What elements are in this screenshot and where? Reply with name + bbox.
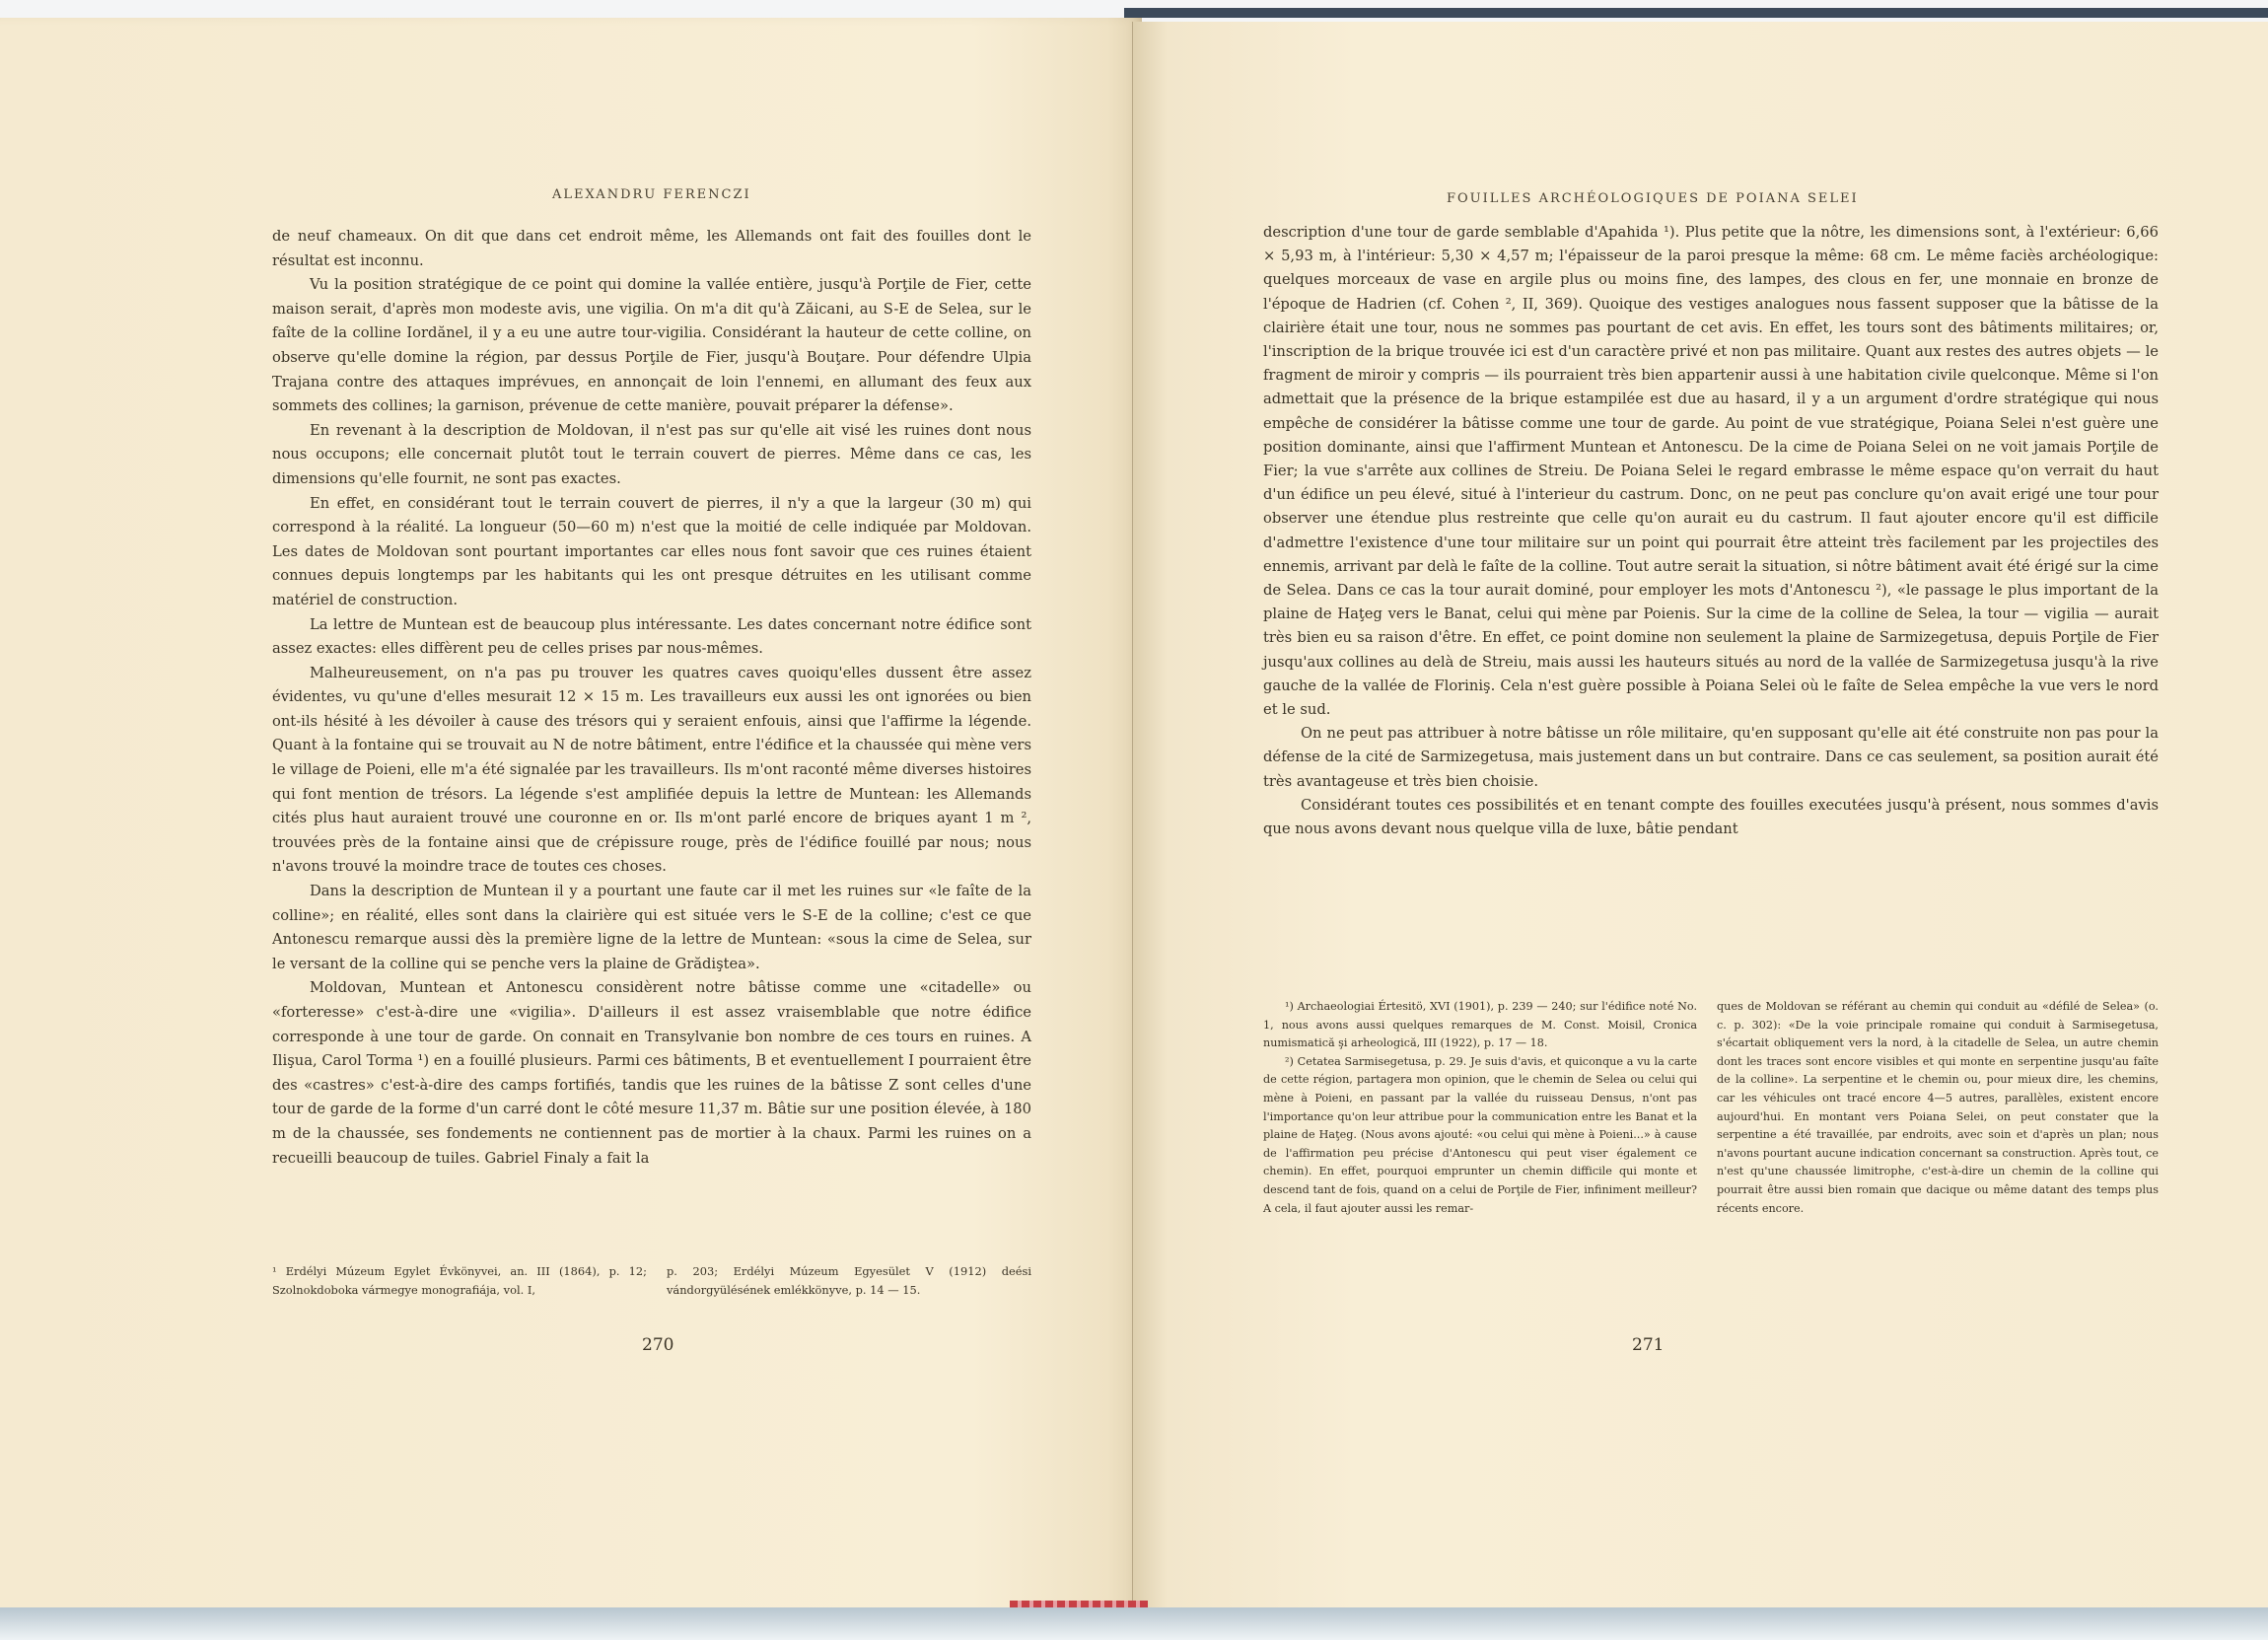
left-footnote-1a: ¹ Erdélyi Múzeum Egylet Évkönyvei, an. III (1864), p. 12; Szolnokdoboka vármegye monografiája, vol. I,	[272, 1264, 647, 1297]
right-footnote-col-2	[1717, 998, 2159, 1218]
scanner-bed-edge	[0, 1607, 2268, 1640]
left-paragraph-6: Malheureusement, on n'a pas pu trouver les quatres caves quoiqu'elles dussent être assez évidentes, vu qu'une d'elles mesurait 12 × 15 m. Les travailleurs eux aussi les ont ignorées ou bien ont-ils hésité à les dévoiler à cause des trésors qui y seraient enfouis, ainsi que l'affirme la légende. Quant à la fontaine qui se trouvait au N de notre bâtiment, entre l'édifice et la chaussée qui mène vers le village de Poieni, elle m'a été signalée par les travailleurs. Ils m'ont raconté même diverses histoires qui font mention de trésors. La légende s'est amplifiée depuis la lettre de Muntean: les Allemands cités plus haut auraient trouvé une couronne en or. Ils m'ont parlé encore de briques ayant 1 m ², trouvées près de la fontaine ainsi que de crépissure rouge, près de l'édifice fouillé par nous; nous n'avons trouvé la moindre trace de toutes ces choses.	[272, 664, 1031, 876]
right-page	[1132, 22, 2268, 1619]
right-footnote-2: ²) Cetatea Sarmisegetusa, p. 29. Je suis d'avis, et quiconque a vu la carte de cette région, partagera mon opinion, que le chemin de Selea ou celui qui mène à Poieni, en passant par la vallée du ruisseau Densus, n'ont pas l'importance qu'on leur attribue pour la communication entre les Banat et la plaine de Haţeg. (Nous avons ajouté: «ou celui qui mène à Poieni...» à cause de l'affirmation peu précise d'Antonescu qui peut viser également ce chemin). En effet, pourquoi emprunter un chemin difficile qui monte et descend tant de fois, quand on a celui de Porţile de Fier, infiniment meilleur? A cela, il faut ajouter aussi les remar-	[1263, 1054, 1697, 1215]
book-spread	[0, 18, 2268, 1615]
left-footnote-col-2	[667, 1262, 1031, 1300]
left-paragraph-1: de neuf chameaux. On dit que dans cet endroit même, les Allemands ont fait des fouilles dont le résultat est inconnu.	[272, 228, 1031, 269]
right-footnote-col-1	[1263, 998, 1697, 1218]
left-paragraph-2: Vu la position stratégique de ce point qui domine la vallée entière, jusqu'à Porţile de Fier, cette maison serait, d'après mon modeste avis, une vigilia. On m'a dit qu'à Zăicani, au S-E de Selea, sur le faîte de la colline Iordănel, il y a eu une autre tour-vigilia. Considérant la hauteur de cette colline, on observe qu'elle domine la région, par dessus Porţile de Fier, jusqu'à Bouţare. Pour défendre Ulpia Trajana contre des attaques imprévues, en annonçait de loin l'ennemi, en allumant des feux aux sommets des collines; la garnison, prévenue de cette manière, pouvait préparer la défense».	[272, 276, 1031, 415]
left-paragraph-5: La lettre de Muntean est de beaucoup plus intéressante. Les dates concernant notre édifice sont assez exactes: elles diffèrent peu de celles prises par nous-mêmes.	[272, 615, 1031, 658]
left-paragraph-4: En effet, en considérant tout le terrain couvert de pierres, il n'y a que la largeur (30 m) qui correspond à la réalité. La longueur (50—60 m) n'est que la moitié de celle indiquée par Moldovan. Les dates de Moldovan sont pourtant importantes car elles nous font savoir que ces ruines étaient connues depuis longtemps par les habitants qui les ont presque détruites en les utilisant comme matériel de construction.	[272, 494, 1031, 608]
left-running-head: ALEXANDRU FERENCZI	[552, 187, 751, 202]
right-page-number: 271	[1632, 1335, 1665, 1355]
left-paragraph-3: En revenant à la description de Moldovan, il n'est pas sur qu'elle ait visé les ruines dont nous nous occupons; elle concernait plutôt tout le terrain couvert de pierres. Même dans ce cas, les dimensions qu'elle fournit, ne sont pas exactes.	[272, 421, 1031, 487]
right-paragraph-2: On ne peut pas attribuer à notre bâtisse un rôle militaire, qu'en supposant qu'elle ait été construite non pas pour la défense de la cité de Sarmizegetusa, mais justement dans un but contraire. Dans ce cas seulement, sa position aurait été très avantageuse et très bien choisie.	[1263, 725, 2159, 790]
left-page	[0, 18, 1142, 1615]
left-footnote-1b: p. 203; Erdélyi Múzeum Egyesület V (1912) deési vándorgyülésének emlékkönyve, p. 14 — 15.	[667, 1264, 1031, 1297]
left-paragraph-8: Moldovan, Muntean et Antonescu considèrent notre bâtisse comme une «citadelle» ou «forteresse» c'est-à-dire une «vigilia». D'ailleurs il est assez vraisemblable que notre édifice corresponde à une tour de garde. On connait en Transylvanie bon nombre de ces tours en ruines. A Ilişua, Carol Torma ¹) en a fouillé plusieurs. Parmi ces bâtiments, B et eventuellement I pourraient être des «castres» c'est-à-dire des camps fortifiés, tandis que les ruines de la bâtisse Z sont celles d'une tour de garde de la forme d'un carré dont le côté mesure 11,37 m. Bâtie sur une position élevée, à 180 m de la chaussée, ses fondements ne contiennent pas de mortier à la chaux. Parmi les ruines on a recueilli beaucoup de tuiles. Gabriel Finaly a fait la	[272, 979, 1031, 1167]
left-paragraph-7: Dans la description de Muntean il y a pourtant une faute car il met les ruines sur «le faîte de la colline»; en réalité, elles sont dans la clairière qui est située vers le S-E de la colline; c'est ce que Antonescu remarque aussi dès la première ligne de la lettre de Muntean: «sous la cime de Selea, sur le versant de la colline qui se penche vers la plaine de Grădiştea».	[272, 883, 1031, 972]
left-footnote-col-1	[272, 1262, 647, 1300]
left-page-number: 270	[642, 1335, 674, 1355]
right-running-head: FOUILLES ARCHÉOLOGIQUES DE POIANA SELEI	[1447, 191, 1859, 206]
right-paragraph-1: description d'une tour de garde semblable d'Apahida ¹). Plus petite que la nôtre, les dimensions sont, à l'extérieur: 6,66 × 5,93 m, à l'intérieur: 5,30 × 4,57 m; l'épaisseur de la paroi presque la même: 68 cm. Le même faciès archéologique: quelques morceaux de vase en argile plus ou moins fine, des lampes, des clous en fer, une monnaie en bronze de l'époque de Hadrien (cf. Cohen ², II, 369). Quoique des vestiges analogues nous fassent supposer que la bâtisse de la clairière était une tour, nous ne sommes pas pourtant de cet avis. En effet, les tours sont des bâtiments militaires; or, l'inscription de la brique trouvée ici est d'un caractère privé et non pas militaire. Quant aux restes des autres objets — le fragment de miroir y compris — ils pourraient très bien appartenir aussi à une habitation civile quelconque. Même si l'on admettait que la présence de la brique estampilée est due au hasard, il y a un argument d'ordre stratégique qui nous empêche de considérer la bâtisse comme une tour de garde. Au point de vue stratégique, Poiana Selei n'est guère une position dominante, ainsi que l'affirment Muntean et Antonescu. De la cime de Poiana Selei on ne voit jamais Porţile de Fier; la vue s'arrête aux collines de Streiu. De Poiana Selei le regard embrasse le même espace qu'on verrait du haut d'un édifice un peu élevé, situé à l'interieur du castrum. Donc, on ne peut pas conclure qu'on avait erigé une tour pour observer une étendue plus restreinte que celle qu'on aurait eu du castrum. Il faut ajouter encore qu'il est difficile d'admettre l'existence d'une tour militaire sur un point qui pourrait être atteint très facilement par les projectiles des ennemis, arrivant par delà le faîte de la colline. Tout autre serait la situation, si nôtre bâtiment avait été érigé sur la cime de Selea. Dans ce cas la tour aurait dominé, pour employer les mots d'Antonescu ²), «le passage le plus important de la plaine de Haţeg vers le Banat, celui qui mène par Poienis. Sur la cime de la colline de Selea, la tour — vigilia — aurait très bien eu sa raison d'être. En effet, ce point domine non seulement la plaine de Sarmizegetusa, depuis Porţile de Fier jusqu'aux collines au delà de Streiu, mais aussi les hauteurs situés au nord de la vallée de Sarmizegetusa jusqu'à la rive gauche de la vallée de Floriniş. Cela n'est guère possible à Poiana Selei où le faîte de Selea empêche la vue vers le nord et le sud.	[1263, 224, 2159, 719]
book-cover-edge	[1124, 8, 2268, 18]
right-paragraph-3: Considérant toutes ces possibilités et en tenant compte des fouilles executées jusqu'à présent, nous sommes d'avis que nous avons devant nous quelque villa de luxe, bâtie pendant	[1263, 796, 2159, 838]
right-footnote-2-continued: ques de Moldovan se référant au chemin qui conduit au «défilé de Selea» (o. c. p. 302): «De la voie principale romaine qui conduit à Sarmisegetusa, s'écartait obliquement vers la nord, à la citadelle de Selea, un autre chemin dont les traces sont encore visibles et qui monte en serpentine jusqu'au faîte de la colline». La serpentine et le chemin ou, pour mieux dire, les chemins, car les véhicules ont tracé encore 4—5 autres, parallèles, existent encore aujourd'hui. En montant vers Poiana Selei, on peut constater que la serpentine a été travaillée, par endroits, avec soin et d'après un plan; nous n'avons pourtant aucune indication concernant sa construction. Après tout, ce n'est qu'une chaussée limitrophe, c'est-à-dire un chemin de la colline qui pourrait être aussi bien romain que dacique ou même datant des temps plus récents encore.	[1717, 1000, 2159, 1215]
left-body-text	[272, 225, 1031, 1171]
right-footnote-1: ¹) Archaeologiai Értesitö, XVI (1901), p. 239 — 240; sur l'édifice noté No. 1, nous avons aussi quelques remarques de M. Const. Moisil, Cronica numismatică şi arheologică, III (1922), p. 17 — 18.	[1263, 1000, 1697, 1050]
right-body-text	[1263, 221, 2159, 841]
